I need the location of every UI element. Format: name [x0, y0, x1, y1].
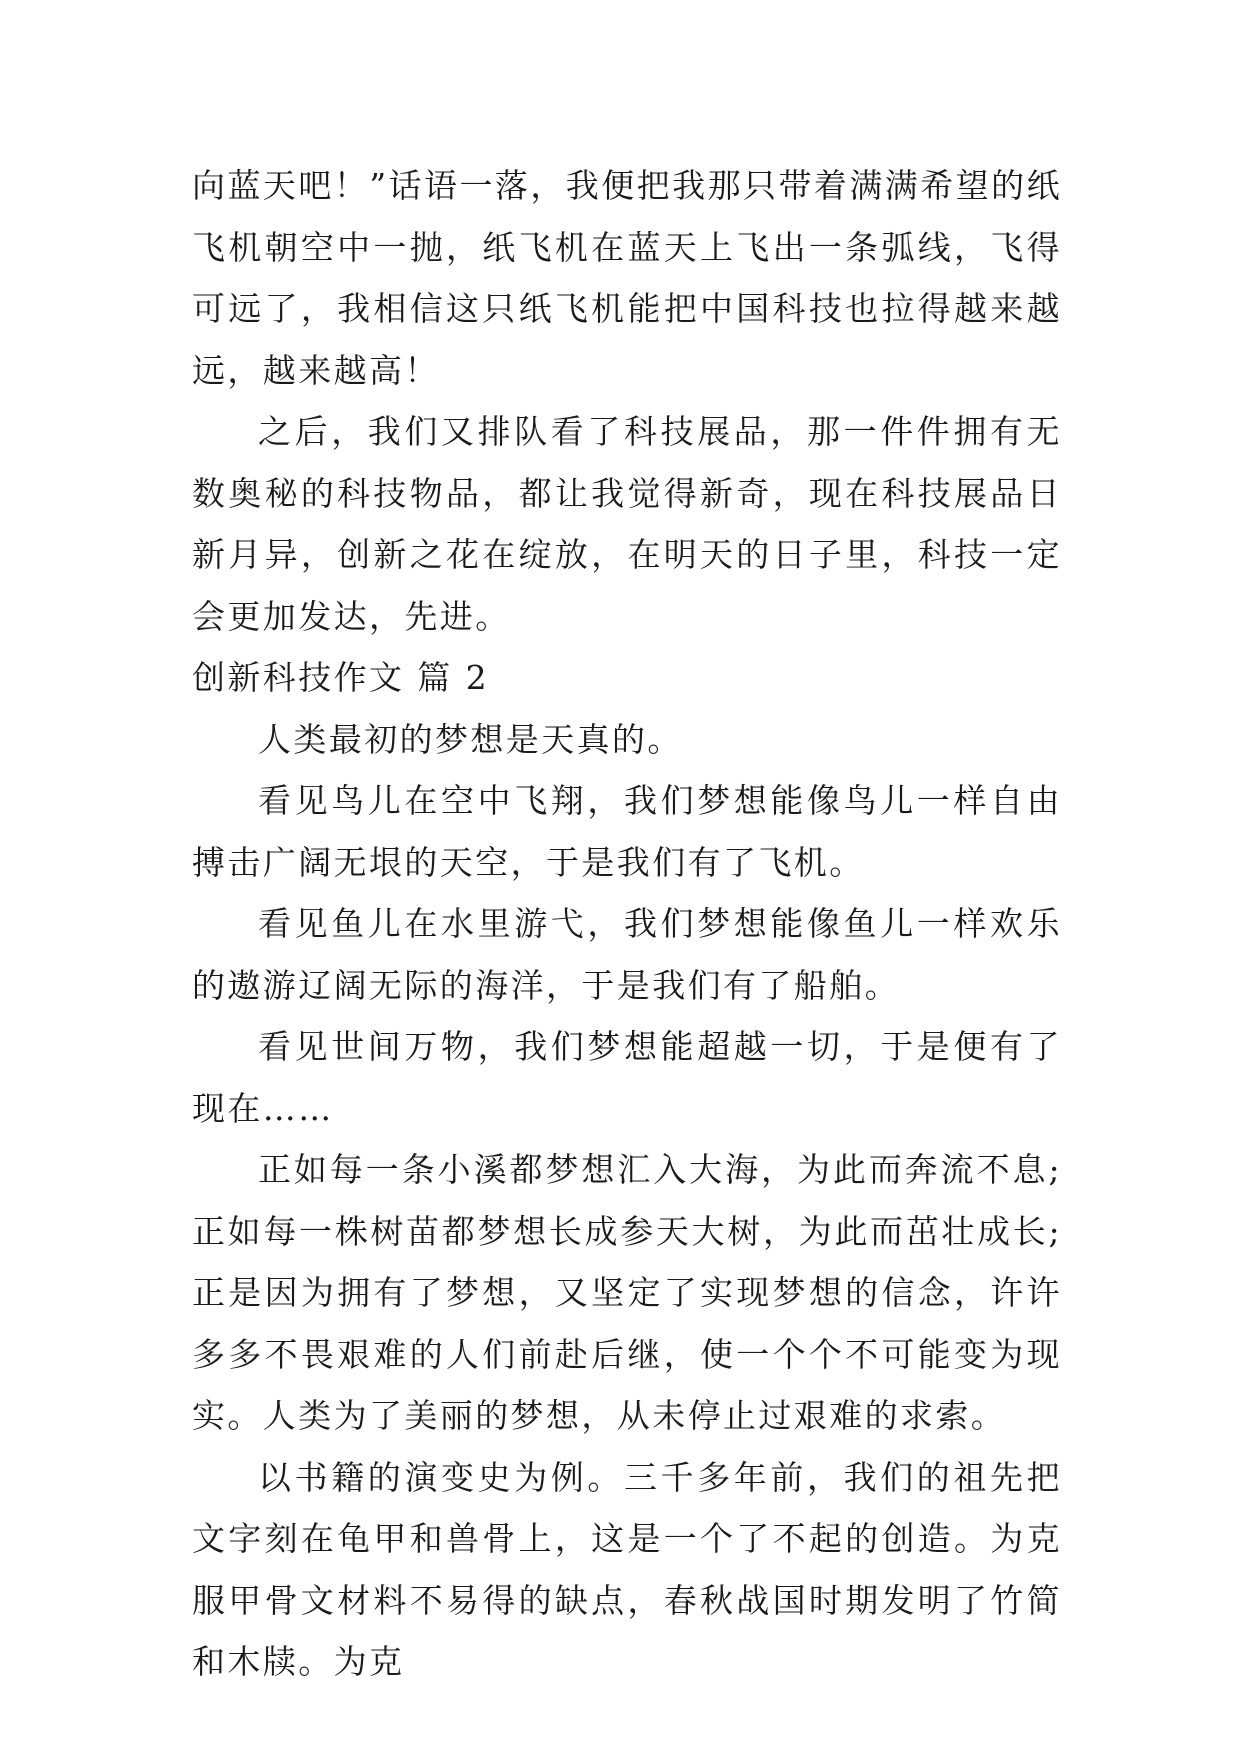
paragraph-7: 正如每一条小溪都梦想汇入大海，为此而奔流不息;正如每一株树苗都梦想长成参天大树，为此而茁壮成长;正是因为拥有了梦想，又坚定了实现梦想的信念，许许多多不畏艰难的人们前赴后继，使一个个不可能变为现实。人类为了美丽的梦想，从未停止过艰难的求索。 [192, 1150, 1062, 1435]
paragraph-3: 人类最初的梦想是天真的。 [258, 719, 683, 759]
section-heading: 创新科技作文 篇 2 [192, 658, 489, 697]
document-body [192, 155, 1062, 1693]
paragraph-8: 以书籍的演变史为例。三千多年前，我们的祖先把文字刻在龟甲和兽骨上，这是一个了不起的创造。为克服甲骨文材料不易得的缺点，春秋战国时期发明了竹简和木牍。为克 [192, 1457, 1062, 1681]
paragraph-6: 看见世间万物，我们梦想能超越一切，于是便有了现在…… [192, 1027, 1062, 1128]
paragraph-4: 看见鸟儿在空中飞翔，我们梦想能像鸟儿一样自由搏击广阔无垠的天空，于是我们有了飞机。 [192, 781, 1062, 882]
paragraph-2: 之后，我们又排队看了科技展品，那一件件拥有无数奥秘的科技物品，都让我觉得新奇，现在科技展品日新月异，创新之花在绽放，在明天的日子里，科技一定会更加发达，先进。 [192, 412, 1062, 636]
paragraph-1: 向蓝天吧！”话语一落，我便把我那只带着满满希望的纸飞机朝空中一抛，纸飞机在蓝天上飞出一条弧线，飞得可远了，我相信这只纸飞机能把中国科技也拉得越来越远，越来越高！ [192, 166, 1062, 390]
paragraph-5: 看见鱼儿在水里游弋，我们梦想能像鱼儿一样欢乐的遨游辽阔无际的海洋，于是我们有了船舶。 [192, 904, 1062, 1005]
